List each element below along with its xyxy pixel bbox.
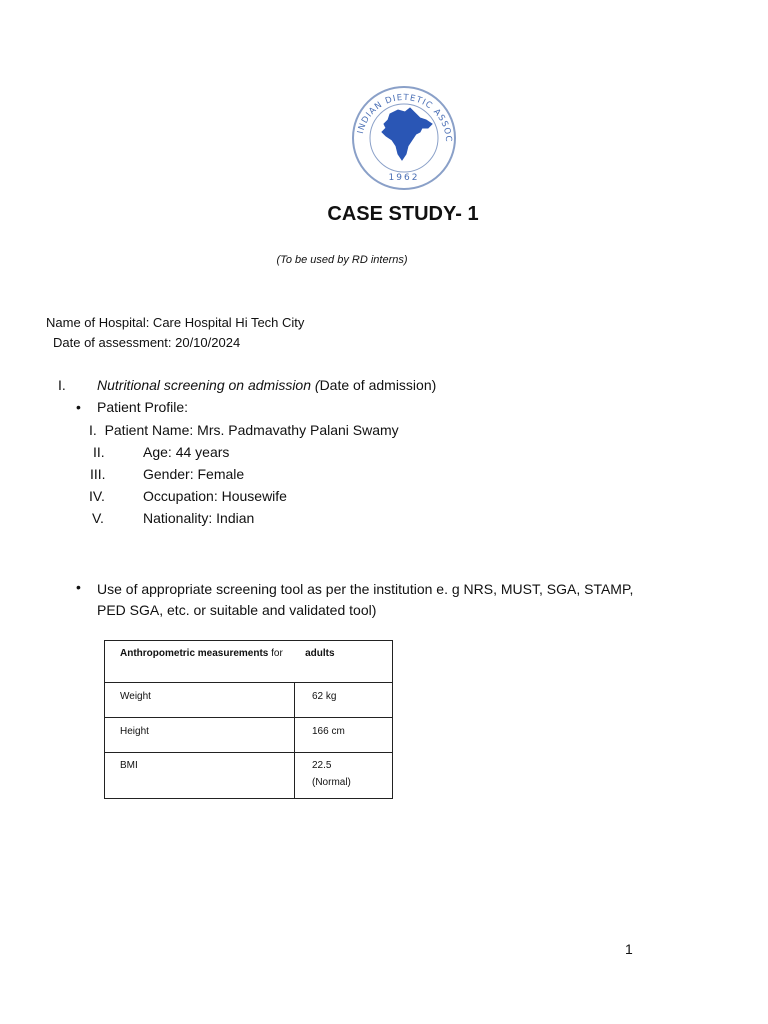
list-item-text: Age: 44 years — [143, 444, 230, 460]
table-header-b: for — [271, 648, 283, 659]
list-item-text: Occupation: Housewife — [143, 488, 287, 504]
list-item — [89, 422, 399, 438]
table-cell-value-line2: (Normal) — [312, 777, 351, 788]
table-cell-label: Height — [105, 718, 295, 753]
anthropometric-table — [104, 640, 393, 799]
table-cell-label: BMI — [105, 753, 295, 799]
table-header — [105, 641, 393, 683]
page-number: 1 — [625, 941, 633, 957]
hospital-name: Name of Hospital: Care Hospital Hi Tech City — [46, 315, 305, 330]
screening-tool-line2: PED SGA, etc. or suitable and validated tool) — [97, 602, 377, 618]
section-title — [97, 377, 436, 393]
list-item-number: II. — [93, 444, 105, 460]
bullet-icon: • — [76, 579, 81, 595]
logo-seal-icon — [350, 84, 458, 192]
table-header-row — [105, 641, 393, 683]
svg-text:1962: 1962 — [388, 173, 420, 183]
table-cell-label: Weight — [105, 683, 295, 718]
table-header-c: adults — [305, 648, 335, 659]
list-item-number: IV. — [89, 488, 105, 504]
table-header-a: Anthropometric measurements — [120, 648, 269, 659]
screening-tool-line1: Use of appropriate screening tool as per the institution e. g NRS, MUST, SGA, STAMP, — [97, 581, 634, 597]
section-number: I. — [58, 377, 66, 393]
svg-text:INDIAN DIETETIC ASSOCIATION: INDIAN DIETETIC ASSOC — [355, 92, 454, 143]
section-title-italic: Nutritional screening on admission ( — [97, 377, 320, 393]
list-item-text: Gender: Female — [143, 466, 245, 482]
table-row — [105, 753, 393, 799]
table-cell-value: 62 kg — [295, 683, 393, 718]
patient-profile-label: Patient Profile: — [97, 399, 189, 415]
table-row — [105, 683, 393, 718]
section-title-rest: Date of admission) — [319, 377, 437, 393]
table-cell-value — [295, 753, 393, 799]
list-item-number: I. — [89, 422, 97, 438]
page-subtitle: (To be used by RD interns) — [276, 254, 408, 266]
table-cell-value-line1: 22.5 — [312, 760, 332, 771]
table-cell-value: 166 cm — [295, 718, 393, 753]
list-item-text: Patient Name: Mrs. Padmavathy Palani Swamy — [104, 422, 399, 438]
screening-tool-text — [97, 579, 657, 621]
assessment-date: Date of assessment: 20/10/2024 — [53, 335, 241, 350]
list-item-number: III. — [90, 466, 106, 482]
page-title: CASE STUDY- 1 — [327, 203, 479, 225]
list-item-number: V. — [92, 510, 104, 526]
bullet-icon: • — [76, 399, 81, 415]
list-item-text: Nationality: Indian — [143, 510, 255, 526]
table-row — [105, 718, 393, 753]
association-logo — [350, 84, 458, 192]
